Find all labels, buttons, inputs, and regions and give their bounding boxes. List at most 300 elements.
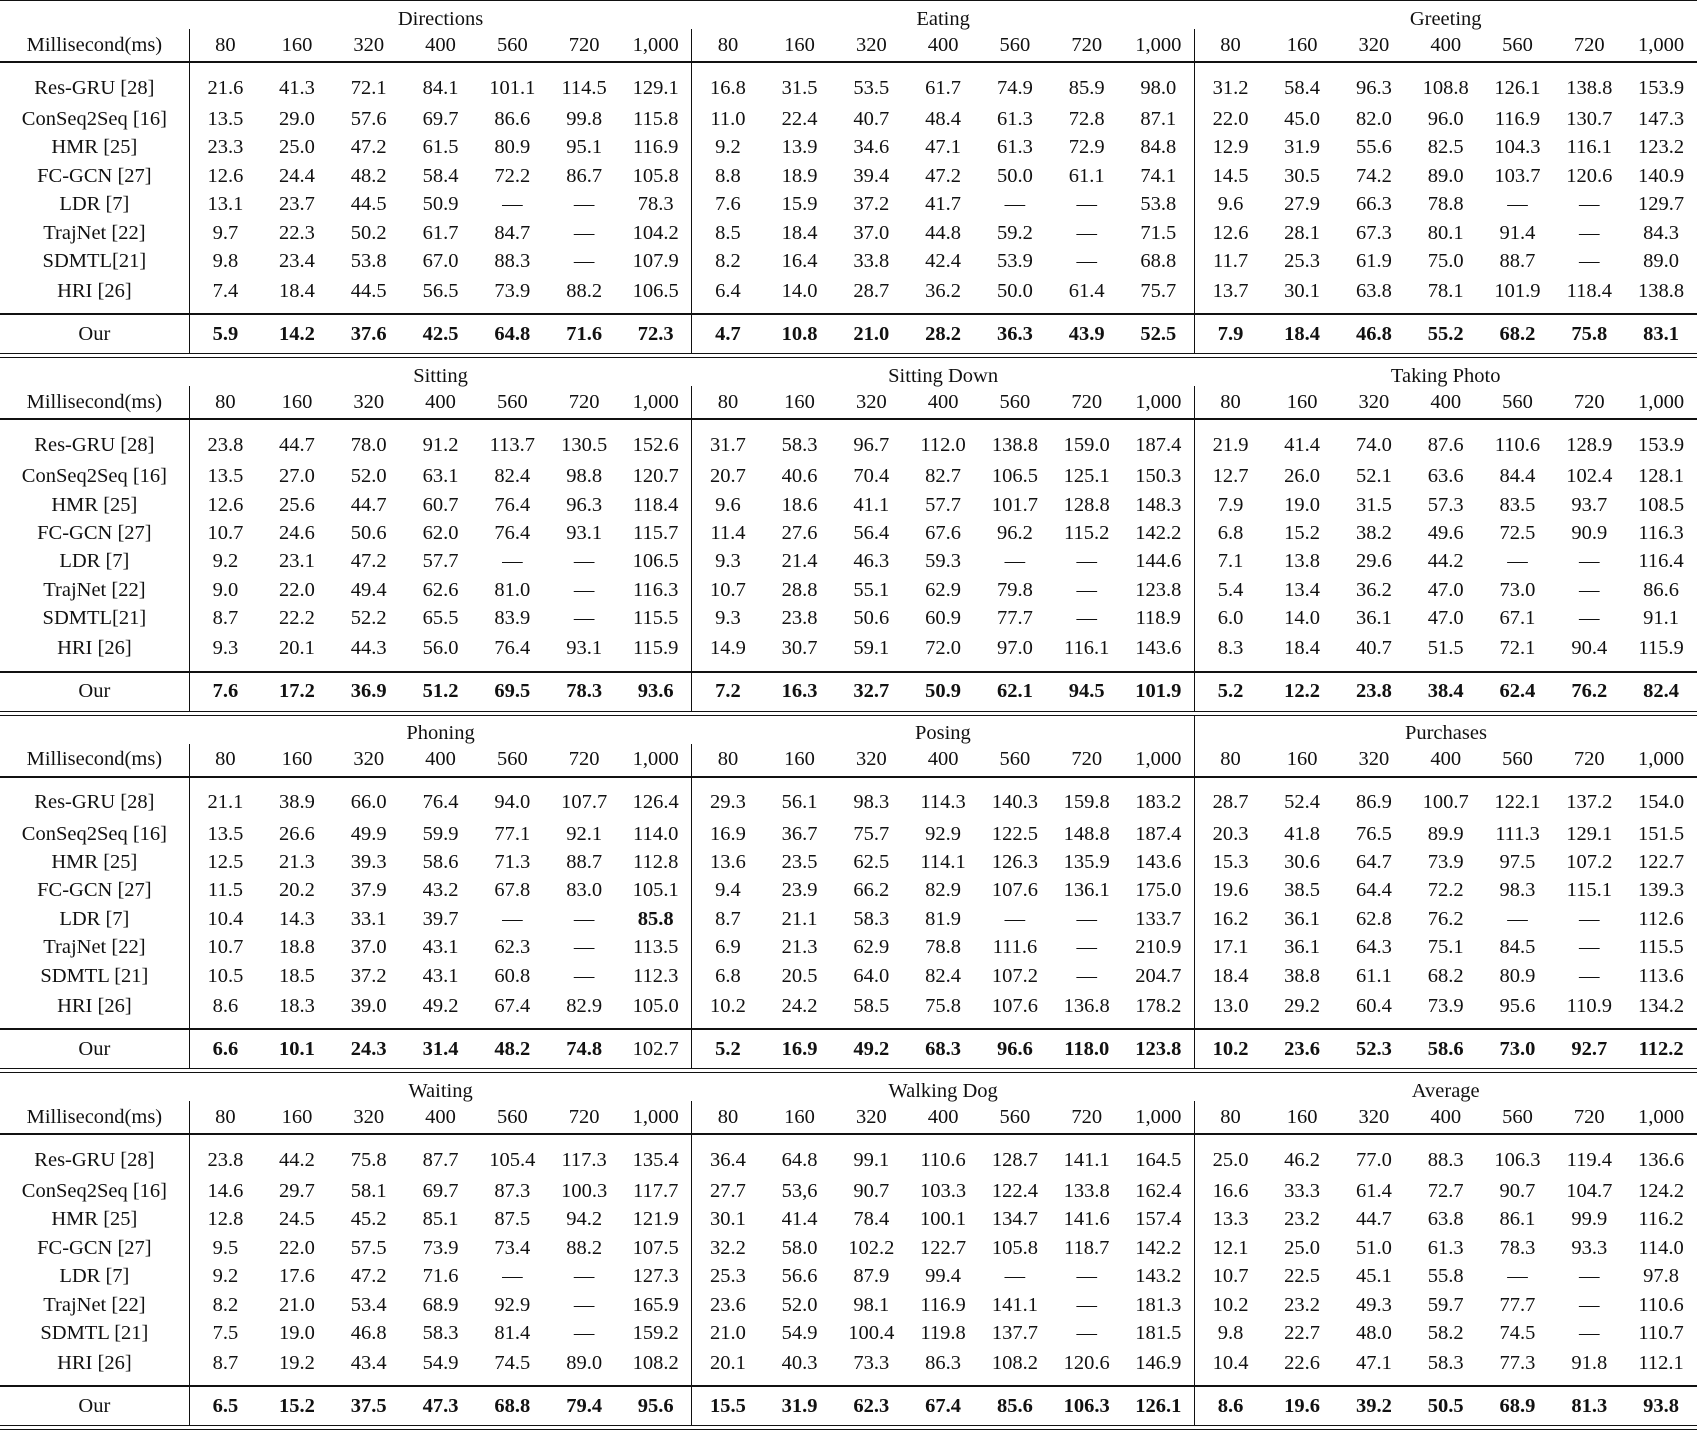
value-cell: 79.8 xyxy=(996,578,1033,601)
value-cell: 80.9 xyxy=(1499,964,1536,987)
value-cell: 77.3 xyxy=(1482,1347,1554,1386)
value-cell: 62.9 xyxy=(925,578,962,601)
value-cell: 104.3 xyxy=(1494,136,1541,159)
time-column-header: 80 xyxy=(1194,744,1266,777)
value-cell: 12.6 xyxy=(1194,219,1266,247)
value-cell: — xyxy=(1004,193,1026,216)
value-cell: 11.4 xyxy=(692,519,764,547)
value-cell: 153.9 xyxy=(1638,76,1685,99)
value-cell: 21.0 xyxy=(692,1319,764,1347)
value-cell: 10.4 xyxy=(189,905,261,933)
value-cell: 59.7 xyxy=(1427,1293,1464,1316)
value-cell: 53.8 xyxy=(350,249,387,272)
value-cell: 22.6 xyxy=(1266,1347,1338,1386)
value-cell: 29.3 xyxy=(692,777,764,820)
our-value-cell: 74.8 xyxy=(548,1029,620,1069)
our-value-cell: 43.9 xyxy=(1051,314,1123,354)
value-cell: 21.1 xyxy=(189,777,261,820)
time-column-header: 720 xyxy=(1051,29,1123,62)
value-cell: — xyxy=(1579,1265,1600,1288)
value-cell: 36.4 xyxy=(692,1134,764,1177)
value-cell: 9.2 xyxy=(189,1262,261,1290)
value-cell: 37.9 xyxy=(350,879,387,902)
value-cell: 116.3 xyxy=(632,578,679,601)
our-value-cell: 10.1 xyxy=(261,1029,333,1069)
value-cell: 53.9 xyxy=(996,249,1033,272)
value-cell: 16.8 xyxy=(692,62,764,105)
value-cell: 44.7 xyxy=(279,434,315,457)
value-cell: 43.1 xyxy=(422,964,459,987)
value-cell: 41.4 xyxy=(781,1208,818,1231)
value-cell: 114.0 xyxy=(632,822,679,845)
method-row xyxy=(0,1134,1697,1177)
time-column-header: 320 xyxy=(1338,29,1410,62)
value-cell: 75.0 xyxy=(1427,249,1464,272)
value-cell: 73.9 xyxy=(1410,990,1482,1029)
value-cell: 78.3 xyxy=(637,193,674,216)
value-cell: 181.3 xyxy=(1135,1293,1182,1316)
our-value-cell: 36.9 xyxy=(333,672,405,712)
our-value-cell: 47.3 xyxy=(405,1386,477,1426)
time-column-header: 720 xyxy=(1051,1101,1123,1134)
value-cell: 93.1 xyxy=(548,633,620,672)
our-value-cell: 112.2 xyxy=(1625,1029,1697,1069)
value-cell: 50.0 xyxy=(979,275,1051,314)
value-cell: 8.6 xyxy=(189,990,261,1029)
time-column-header: 80 xyxy=(189,29,261,62)
value-cell: 25.0 xyxy=(1284,1236,1321,1259)
value-cell: 64.3 xyxy=(1355,936,1392,959)
our-value-cell: 23.6 xyxy=(1266,1029,1338,1069)
value-cell: 37.2 xyxy=(350,964,387,987)
value-cell: 58.3 xyxy=(422,1321,459,1344)
value-cell: 62.9 xyxy=(853,936,890,959)
value-cell: 92.1 xyxy=(566,822,603,845)
value-cell: 22.2 xyxy=(279,607,315,630)
value-cell: 48.2 xyxy=(350,164,387,187)
time-column-header: 560 xyxy=(476,744,548,777)
value-cell: 59.1 xyxy=(835,633,907,672)
value-cell: 39.3 xyxy=(350,851,387,874)
time-column-header: 80 xyxy=(692,386,764,419)
value-cell: 72.9 xyxy=(1068,136,1105,159)
our-value-cell: 28.2 xyxy=(907,314,979,354)
value-cell: 97.8 xyxy=(1643,1265,1680,1288)
value-cell: 61.1 xyxy=(1355,964,1392,987)
value-cell: 55.8 xyxy=(1427,1265,1464,1288)
value-cell: 10.4 xyxy=(1194,1347,1266,1386)
method-name: HRI [26] xyxy=(0,990,189,1029)
our-value-cell: 17.2 xyxy=(261,672,333,712)
value-cell: 122.5 xyxy=(991,822,1038,845)
our-value-cell: 15.5 xyxy=(692,1386,764,1426)
value-cell: 49.9 xyxy=(350,822,387,845)
separator-cell xyxy=(0,1426,1697,1430)
time-header-row xyxy=(0,744,1697,777)
value-cell: 133.8 xyxy=(1063,1179,1110,1202)
our-value-cell: 38.4 xyxy=(1410,672,1482,712)
time-column-header: 160 xyxy=(261,1101,333,1134)
time-column-header: 160 xyxy=(764,29,836,62)
method-row xyxy=(0,1291,1697,1319)
value-cell: 107.2 xyxy=(1566,851,1613,874)
value-cell: 76.5 xyxy=(1355,822,1392,845)
value-cell: 84.7 xyxy=(494,221,531,244)
method-row xyxy=(0,633,1697,672)
value-cell: 28.7 xyxy=(1194,777,1266,820)
value-cell: 58.6 xyxy=(422,851,459,874)
value-cell: 141.6 xyxy=(1063,1208,1110,1231)
value-cell: 31.7 xyxy=(692,419,764,462)
value-cell: 21.3 xyxy=(781,936,818,959)
value-cell: 115.5 xyxy=(632,607,679,630)
value-cell: 68.2 xyxy=(1427,964,1464,987)
value-cell: 89.9 xyxy=(1427,822,1464,845)
value-cell: 84.4 xyxy=(1499,465,1536,488)
value-cell: 58.3 xyxy=(781,434,818,457)
value-cell: 33.8 xyxy=(853,249,890,272)
time-column-header: 400 xyxy=(1410,29,1482,62)
our-value-cell: 23.8 xyxy=(1338,672,1410,712)
value-cell: 88.3 xyxy=(494,249,531,272)
our-value-cell: 10.2 xyxy=(1194,1029,1266,1069)
value-cell: 82.4 xyxy=(494,465,531,488)
value-cell: 75.8 xyxy=(907,990,979,1029)
value-cell: 13.1 xyxy=(189,190,261,218)
value-cell: 7.6 xyxy=(692,190,764,218)
our-value-cell: 95.6 xyxy=(620,1386,692,1426)
value-cell: — xyxy=(1579,1321,1600,1344)
value-cell: 147.3 xyxy=(1638,107,1685,130)
action-title: Waiting xyxy=(408,1079,473,1102)
value-cell: 44.2 xyxy=(1427,550,1464,573)
value-cell: 78.3 xyxy=(1499,1236,1536,1259)
value-cell: — xyxy=(1076,578,1097,601)
value-cell: 97.0 xyxy=(979,633,1051,672)
time-column-header: 560 xyxy=(979,744,1051,777)
value-cell: 106.5 xyxy=(632,550,679,573)
value-cell: 114.0 xyxy=(1638,1236,1684,1259)
value-cell: 56.6 xyxy=(781,1265,818,1288)
value-cell: 25.6 xyxy=(279,493,315,516)
time-column-header: 400 xyxy=(405,386,477,419)
value-cell: 13.3 xyxy=(1194,1205,1266,1233)
value-cell: 106.3 xyxy=(1494,1148,1541,1171)
value-cell: 152.6 xyxy=(632,434,679,457)
value-cell: 10.7 xyxy=(189,519,261,547)
value-cell: 61.4 xyxy=(1051,275,1123,314)
value-cell: 61.7 xyxy=(925,76,962,99)
value-cell: 27.0 xyxy=(279,465,315,488)
value-cell: 52.0 xyxy=(781,1293,818,1316)
value-cell: 110.7 xyxy=(1638,1321,1684,1344)
method-name: HMR [25] xyxy=(51,1208,138,1231)
value-cell: 52.1 xyxy=(1355,465,1392,488)
value-cell: 54.9 xyxy=(781,1321,818,1344)
time-column-header: 320 xyxy=(835,386,907,419)
value-cell: 87.7 xyxy=(422,1148,459,1171)
value-cell: 73.0 xyxy=(1499,578,1536,601)
value-cell: 112.8 xyxy=(632,851,679,874)
value-cell: 41.7 xyxy=(925,193,962,216)
action-title-row xyxy=(0,1,1697,29)
method-name: HRI [26] xyxy=(0,275,189,314)
value-cell: 23.6 xyxy=(692,1291,764,1319)
value-cell: 97.5 xyxy=(1499,851,1536,874)
time-column-header: 560 xyxy=(476,386,548,419)
value-cell: 52.2 xyxy=(350,607,387,630)
value-cell: 74.5 xyxy=(476,1347,548,1386)
method-row xyxy=(0,105,1697,133)
value-cell: 22.4 xyxy=(781,107,818,130)
value-cell: 116.4 xyxy=(1638,550,1684,573)
value-cell: 41.1 xyxy=(853,493,890,516)
value-cell: 107.5 xyxy=(632,1236,679,1259)
time-column-header: 560 xyxy=(979,386,1051,419)
value-cell: 11.7 xyxy=(1194,247,1266,275)
value-cell: 129.1 xyxy=(1566,822,1613,845)
time-column-header: 720 xyxy=(548,29,620,62)
value-cell: 135.4 xyxy=(632,1148,679,1171)
time-column-header: 400 xyxy=(907,744,979,777)
value-cell: 49.3 xyxy=(1355,1293,1392,1316)
our-value-cell: 126.1 xyxy=(1123,1386,1195,1426)
our-value-cell: 5.2 xyxy=(692,1029,764,1069)
value-cell: 13.7 xyxy=(1194,275,1266,314)
value-cell: 20.3 xyxy=(1194,820,1266,848)
value-cell: 60.8 xyxy=(494,964,531,987)
value-cell: 58.5 xyxy=(835,990,907,1029)
our-value-cell: 67.4 xyxy=(907,1386,979,1426)
value-cell: 10.7 xyxy=(189,933,261,961)
time-column-header: 560 xyxy=(476,29,548,62)
value-cell: 90.9 xyxy=(1571,522,1608,545)
value-cell: 56.0 xyxy=(405,633,477,672)
method-row xyxy=(0,576,1697,604)
value-cell: 50.0 xyxy=(996,164,1033,187)
value-cell: 37.0 xyxy=(853,221,890,244)
method-name: SDMTL [21] xyxy=(40,1321,149,1344)
value-cell: 83.0 xyxy=(566,879,603,902)
value-cell: 44.7 xyxy=(1355,1208,1392,1231)
value-cell: 24.4 xyxy=(279,164,315,187)
value-cell: 99.8 xyxy=(566,107,603,130)
value-cell: 55.6 xyxy=(1355,136,1392,159)
value-cell: 116.2 xyxy=(1638,1208,1684,1231)
value-cell: 159.2 xyxy=(632,1321,679,1344)
value-cell: 75.1 xyxy=(1427,936,1464,959)
value-cell: — xyxy=(1076,964,1097,987)
value-cell: 67.3 xyxy=(1355,221,1392,244)
value-cell: 72.8 xyxy=(1068,107,1105,130)
our-method-row xyxy=(0,1386,1697,1426)
value-cell: 58.3 xyxy=(853,907,890,930)
value-cell: — xyxy=(1579,964,1600,987)
value-cell: 24.5 xyxy=(279,1208,315,1231)
value-cell: 38.9 xyxy=(279,791,315,814)
our-value-cell: 5.2 xyxy=(1194,672,1266,712)
action-title: Taking Photo xyxy=(1390,364,1501,387)
value-cell: 26.6 xyxy=(279,822,315,845)
time-column-header: 1,000 xyxy=(1625,29,1697,62)
value-cell: — xyxy=(1579,907,1600,930)
value-cell: 65.5 xyxy=(422,607,459,630)
value-cell: 146.9 xyxy=(1123,1347,1195,1386)
time-column-header: 160 xyxy=(764,1101,836,1134)
value-cell: 14.0 xyxy=(1284,607,1321,630)
method-name: HMR [25] xyxy=(51,851,138,874)
value-cell: 107.7 xyxy=(561,791,608,814)
value-cell: 45.1 xyxy=(1355,1265,1392,1288)
value-cell: 57.7 xyxy=(925,493,962,516)
value-cell: 58.4 xyxy=(422,164,459,187)
our-value-cell: 55.2 xyxy=(1410,314,1482,354)
value-cell: 72.2 xyxy=(494,164,531,187)
value-cell: 47.1 xyxy=(1338,1347,1410,1386)
value-cell: 66.3 xyxy=(1355,193,1392,216)
time-column-header: 80 xyxy=(189,1101,261,1134)
value-cell: 128.7 xyxy=(991,1148,1038,1171)
value-cell: — xyxy=(1004,907,1026,930)
value-cell: 23.2 xyxy=(1284,1208,1321,1231)
value-cell: 9.2 xyxy=(189,548,261,576)
action-title: Eating xyxy=(916,7,970,30)
time-column-header: 400 xyxy=(907,29,979,62)
value-cell: 187.4 xyxy=(1135,822,1182,845)
value-cell: 41.8 xyxy=(1284,822,1321,845)
time-column-header: 320 xyxy=(333,29,405,62)
value-cell: — xyxy=(1004,550,1026,573)
value-cell: 157.4 xyxy=(1135,1208,1182,1231)
value-cell: 117.7 xyxy=(632,1179,679,1202)
method-name: FC-GCN [27] xyxy=(37,522,152,545)
value-cell: — xyxy=(1579,578,1600,601)
value-cell: — xyxy=(573,907,595,930)
value-cell: 16.9 xyxy=(692,820,764,848)
value-cell: — xyxy=(1579,249,1600,272)
value-cell: 82.7 xyxy=(925,465,962,488)
value-cell: 8.5 xyxy=(692,219,764,247)
value-cell: 67.1 xyxy=(1499,607,1536,630)
value-cell: 72.2 xyxy=(1427,879,1464,902)
value-cell: 130.5 xyxy=(561,434,608,457)
time-column-header: 720 xyxy=(548,386,620,419)
value-cell: 101.9 xyxy=(1482,275,1554,314)
value-cell: 8.7 xyxy=(189,1347,261,1386)
value-cell: — xyxy=(1076,936,1097,959)
value-cell: 25.0 xyxy=(1194,1134,1266,1177)
value-cell: 118.4 xyxy=(632,493,679,516)
value-cell: 119.4 xyxy=(1566,1148,1612,1171)
method-name: TrajNet [22] xyxy=(43,936,146,959)
value-cell: 21.9 xyxy=(1194,419,1266,462)
method-name: TrajNet [22] xyxy=(43,221,146,244)
value-cell: 64.0 xyxy=(853,964,890,987)
method-name: FC-GCN [27] xyxy=(37,879,152,902)
value-cell: 183.2 xyxy=(1135,791,1182,814)
value-cell: 116.1 xyxy=(1566,136,1612,159)
our-value-cell: 106.3 xyxy=(1051,1386,1123,1426)
time-column-header: 320 xyxy=(1338,744,1410,777)
time-column-header: 160 xyxy=(1266,386,1338,419)
value-cell: 120.7 xyxy=(632,465,679,488)
value-cell: 5.4 xyxy=(1194,576,1266,604)
value-cell: 78.1 xyxy=(1410,275,1482,314)
value-cell: 71.5 xyxy=(1140,221,1177,244)
value-cell: 13.5 xyxy=(189,462,261,490)
value-cell: 23.8 xyxy=(189,1134,261,1177)
value-cell: 6.4 xyxy=(692,275,764,314)
method-row xyxy=(0,247,1697,275)
value-cell: 30.6 xyxy=(1284,851,1321,874)
value-cell: 143.2 xyxy=(1135,1265,1182,1288)
our-value-cell: 37.6 xyxy=(333,314,405,354)
our-value-cell: 48.2 xyxy=(476,1029,548,1069)
value-cell: 99.1 xyxy=(853,1148,890,1171)
value-cell: 11.0 xyxy=(692,105,764,133)
value-cell: 74.0 xyxy=(1355,434,1392,457)
time-column-header: 320 xyxy=(1338,386,1410,419)
value-cell: — xyxy=(1076,550,1097,573)
value-cell: 62.0 xyxy=(422,522,459,545)
value-cell: — xyxy=(502,907,523,930)
value-cell: 95.6 xyxy=(1482,990,1554,1029)
value-cell: 75.8 xyxy=(350,1148,387,1171)
value-cell: 8.8 xyxy=(692,162,764,190)
value-cell: 72.1 xyxy=(350,76,387,99)
value-cell: 69.7 xyxy=(422,107,459,130)
value-cell: 9.3 xyxy=(189,633,261,672)
value-cell: 75.7 xyxy=(1123,275,1195,314)
time-header-row xyxy=(0,29,1697,62)
our-value-cell: 15.2 xyxy=(261,1386,333,1426)
value-cell: 136.6 xyxy=(1638,1148,1685,1171)
value-cell: — xyxy=(573,1265,595,1288)
value-cell: 49.4 xyxy=(350,578,387,601)
value-cell: 22.3 xyxy=(279,221,315,244)
value-cell: 28.8 xyxy=(781,578,818,601)
method-row xyxy=(0,962,1697,990)
value-cell: 136.1 xyxy=(1063,879,1110,902)
value-cell: 112.3 xyxy=(632,964,679,987)
time-column-header: 560 xyxy=(1482,1101,1554,1134)
value-cell: 9.8 xyxy=(1194,1319,1266,1347)
time-column-header: 160 xyxy=(1266,744,1338,777)
our-value-cell: 68.2 xyxy=(1482,314,1554,354)
time-column-header: 160 xyxy=(1266,29,1338,62)
value-cell: 51.5 xyxy=(1410,633,1482,672)
value-cell: 91.4 xyxy=(1499,221,1536,244)
method-name: SDMTL[21] xyxy=(42,249,147,272)
our-value-cell: 50.5 xyxy=(1410,1386,1482,1426)
value-cell: 148.8 xyxy=(1063,822,1110,845)
value-cell: 76.4 xyxy=(494,493,531,516)
value-cell: 18.4 xyxy=(261,275,333,314)
value-cell: 38.5 xyxy=(1284,879,1321,902)
value-cell: 46.8 xyxy=(350,1321,387,1344)
value-cell: 43.2 xyxy=(422,879,459,902)
value-cell: — xyxy=(502,1265,523,1288)
method-name: LDR [7] xyxy=(59,550,130,573)
our-value-cell: 62.3 xyxy=(835,1386,907,1426)
value-cell: 64.4 xyxy=(1355,879,1392,902)
value-cell: 86.7 xyxy=(566,164,603,187)
value-cell: 153.9 xyxy=(1638,434,1685,457)
time-column-header: 720 xyxy=(1051,386,1123,419)
value-cell: 90.7 xyxy=(853,1179,890,1202)
method-row xyxy=(0,905,1697,933)
value-cell: 82.9 xyxy=(925,879,962,902)
